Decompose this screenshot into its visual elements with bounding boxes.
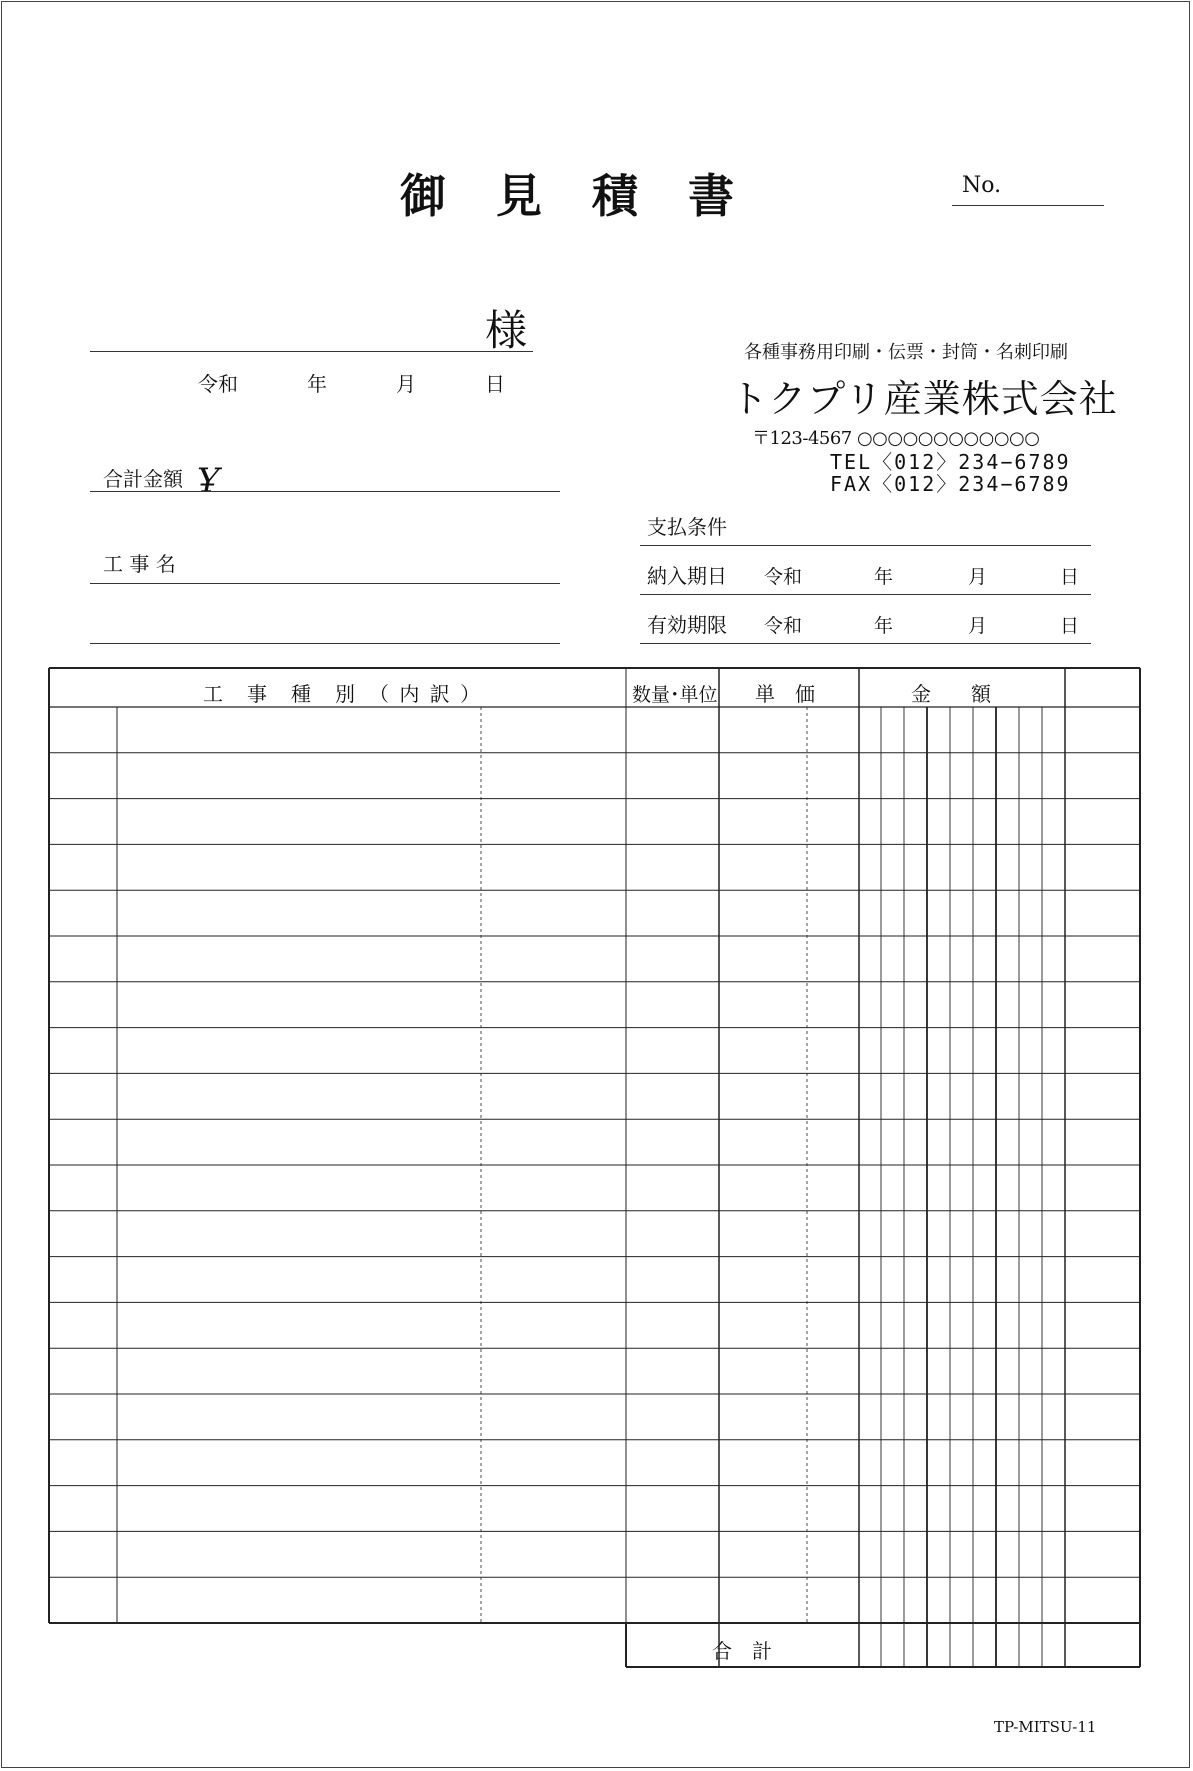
document-title: 御見積書 bbox=[400, 169, 784, 223]
delivery-day: 日 bbox=[1060, 566, 1080, 588]
delivery-era: 令和 bbox=[764, 566, 803, 588]
date-era: 令和 bbox=[198, 372, 238, 396]
header-qty: 数量･単位 bbox=[632, 684, 718, 706]
delivery-month: 月 bbox=[968, 566, 988, 588]
header-price: 単 価 bbox=[755, 682, 815, 706]
honorific: 様 bbox=[485, 306, 528, 355]
date-day: 日 bbox=[485, 372, 505, 396]
total-amount-label: 合計金額 bbox=[103, 467, 183, 491]
yen-mark: Ұ bbox=[197, 461, 220, 501]
payment-terms-label: 支払条件 bbox=[647, 515, 727, 539]
delivery-date-label: 納入期日 bbox=[647, 564, 727, 588]
company-fax: FAX〈012〉234−6789 bbox=[830, 472, 1071, 496]
table-total-label: 合 計 bbox=[712, 1639, 772, 1663]
company-tagline: 各種事務用印刷・伝票・封筒・名刺印刷 bbox=[744, 342, 1068, 363]
date-year: 年 bbox=[307, 372, 327, 396]
validity-year: 年 bbox=[874, 615, 894, 637]
company-name: トクプリ産業株式会社 bbox=[730, 377, 1118, 421]
header-amount: 金 額 bbox=[911, 682, 991, 706]
validity-month: 月 bbox=[968, 615, 988, 637]
number-label: No. bbox=[962, 173, 1002, 198]
company-address: 〒123-4567 ○○○○○○○○○○○○ bbox=[752, 428, 1040, 449]
date-month: 月 bbox=[396, 372, 416, 396]
project-name-label: 工 事 名 bbox=[103, 552, 176, 576]
validity-label: 有効期限 bbox=[647, 613, 727, 637]
validity-day: 日 bbox=[1060, 615, 1080, 637]
validity-era: 令和 bbox=[764, 615, 803, 637]
delivery-year: 年 bbox=[874, 566, 894, 588]
company-tel: TEL〈012〉234−6789 bbox=[830, 450, 1071, 474]
form-code: TP-MITSU-11 bbox=[994, 1718, 1097, 1736]
header-item: 工 事 種 別 （ 内 訳 ） bbox=[203, 682, 483, 706]
